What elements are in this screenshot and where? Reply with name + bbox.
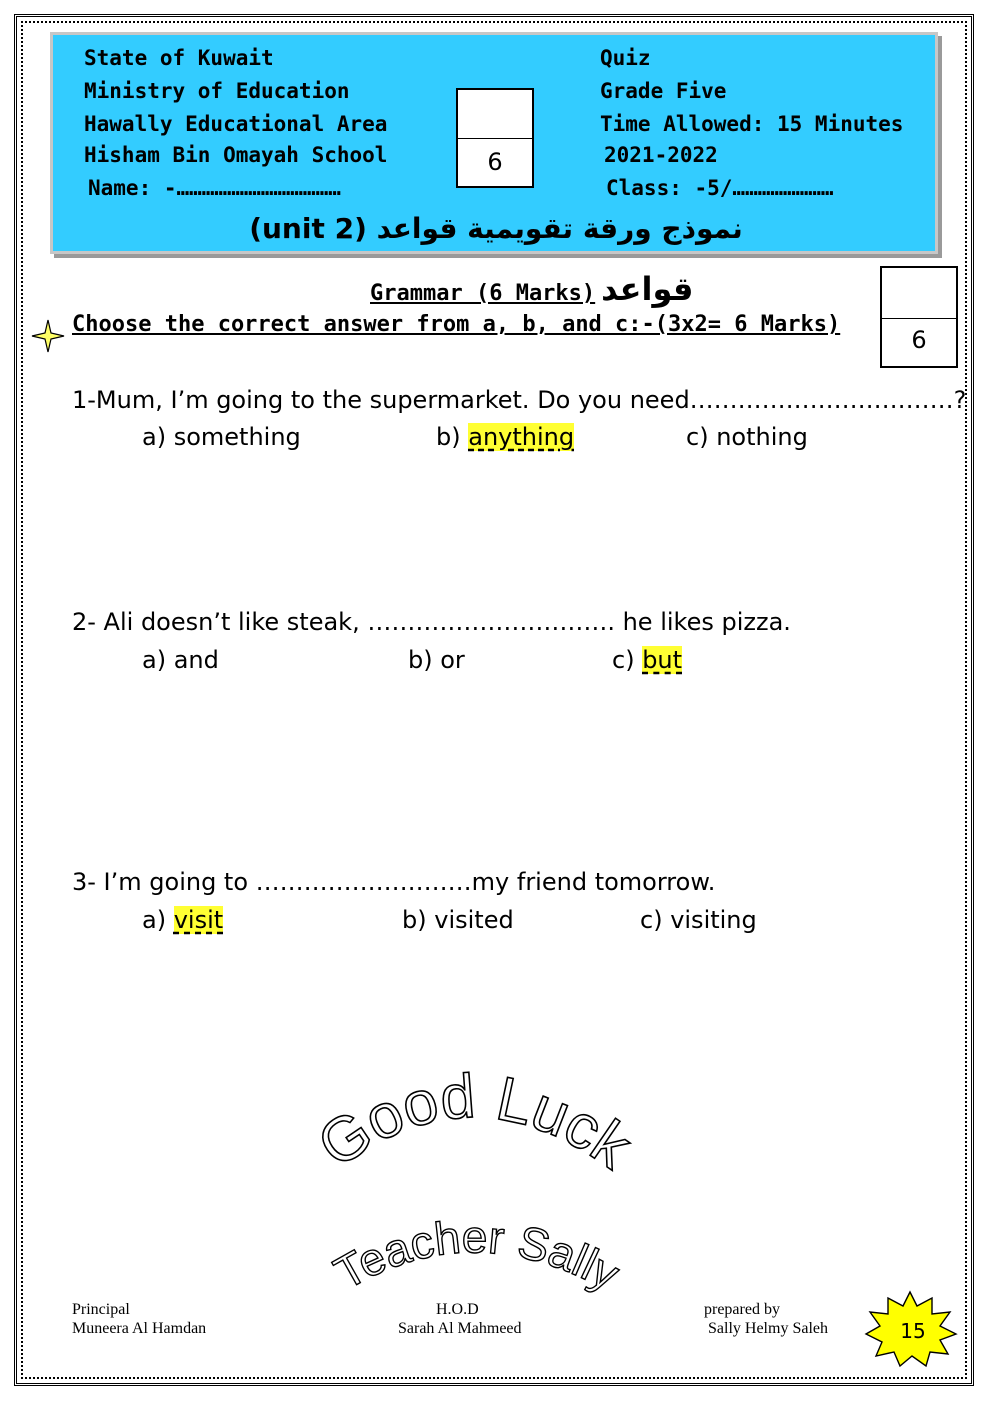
svg-text:Good Luck <box>306 1062 644 1183</box>
hod-block <box>398 1300 522 1338</box>
section-score-box <box>880 266 958 368</box>
teacher-name-text: Teacher Sally <box>325 1210 628 1301</box>
option-2a[interactable] <box>142 646 219 674</box>
total-score: 6 <box>487 148 503 176</box>
page-number: 15 <box>900 1319 926 1343</box>
grammar-label: Grammar (6 Marks) <box>370 281 596 306</box>
header-left-line: Ministry of Education <box>84 79 350 103</box>
question-2: 2- Ali doesn’t like steak, …………………………. he likes pizza. <box>72 608 791 636</box>
option-prefix: c) <box>686 423 717 451</box>
header-right-line: 2021-2022 <box>604 143 718 167</box>
principal-block <box>72 1300 206 1338</box>
option-1c[interactable] <box>686 423 808 451</box>
good-luck-text: Good Luck <box>306 1061 644 1182</box>
option-prefix: a) <box>142 906 174 934</box>
option-2b[interactable] <box>408 646 465 674</box>
header-left-line: Hisham Bin Omayah School <box>84 143 388 167</box>
option-3b[interactable] <box>402 906 514 934</box>
option-prefix: a) <box>142 423 174 451</box>
star-icon <box>30 318 66 354</box>
option-prefix: a) <box>142 646 174 674</box>
total-score-box <box>456 88 534 188</box>
option-text: and <box>173 646 219 674</box>
principal-name: Muneera Al Hamdan <box>72 1320 207 1337</box>
header-right-line: Grade Five <box>600 79 727 103</box>
hod-title: H.O.D <box>436 1301 479 1318</box>
good-luck-wordart <box>300 1060 660 1320</box>
selected-answer: anything <box>468 423 575 451</box>
option-2c[interactable] <box>612 646 682 674</box>
name-field[interactable]: Name: -………………………………… <box>88 176 341 200</box>
option-3a[interactable] <box>142 906 223 934</box>
prepared-title: prepared by <box>704 1301 780 1318</box>
option-prefix: c) <box>612 646 643 674</box>
header-left-line: State of Kuwait <box>84 46 274 70</box>
prepared-block <box>704 1300 828 1338</box>
section-score: 6 <box>911 326 927 354</box>
page-number-star-icon <box>862 1290 958 1368</box>
option-3c[interactable] <box>640 906 757 934</box>
prepared-name: Sally Helmy Saleh <box>708 1320 828 1337</box>
header-right-line: Quiz <box>600 46 651 70</box>
instruction-text: Choose the correct answer from a, b, and c:-(3x2= 6 Marks) <box>72 312 841 337</box>
hod-name: Sarah Al Mahmeed <box>398 1320 522 1337</box>
question-1: 1-Mum, I’m going to the supermarket. Do you need……………………………? <box>72 386 967 414</box>
option-text: or <box>440 646 465 674</box>
selected-answer: but <box>642 646 683 674</box>
option-text: visiting <box>670 906 757 934</box>
svg-text:Teacher Sally <box>326 1210 628 1300</box>
option-prefix: b) <box>436 423 469 451</box>
option-prefix: b) <box>408 646 441 674</box>
option-text: nothing <box>716 423 808 451</box>
option-text: visited <box>434 906 514 934</box>
header-left-line: Hawally Educational Area <box>84 112 388 136</box>
option-1b[interactable] <box>436 423 574 451</box>
arabic-section-title: قواعد <box>601 270 694 308</box>
option-prefix: b) <box>402 906 435 934</box>
header-right-line: Time Allowed: 15 Minutes <box>600 112 904 136</box>
class-field[interactable]: Class: -5/…………………… <box>606 176 834 200</box>
selected-answer: visit <box>173 906 224 934</box>
question-3: 3- I’m going to ………………………my friend tomorrow. <box>72 868 716 896</box>
option-text: something <box>173 423 301 451</box>
option-prefix: c) <box>640 906 671 934</box>
option-1a[interactable] <box>142 423 301 451</box>
unit-title: نموذج ورقة تقويمية قواعد (unit 2) <box>249 212 743 245</box>
section-title <box>370 270 694 308</box>
principal-title: Principal <box>72 1301 130 1318</box>
